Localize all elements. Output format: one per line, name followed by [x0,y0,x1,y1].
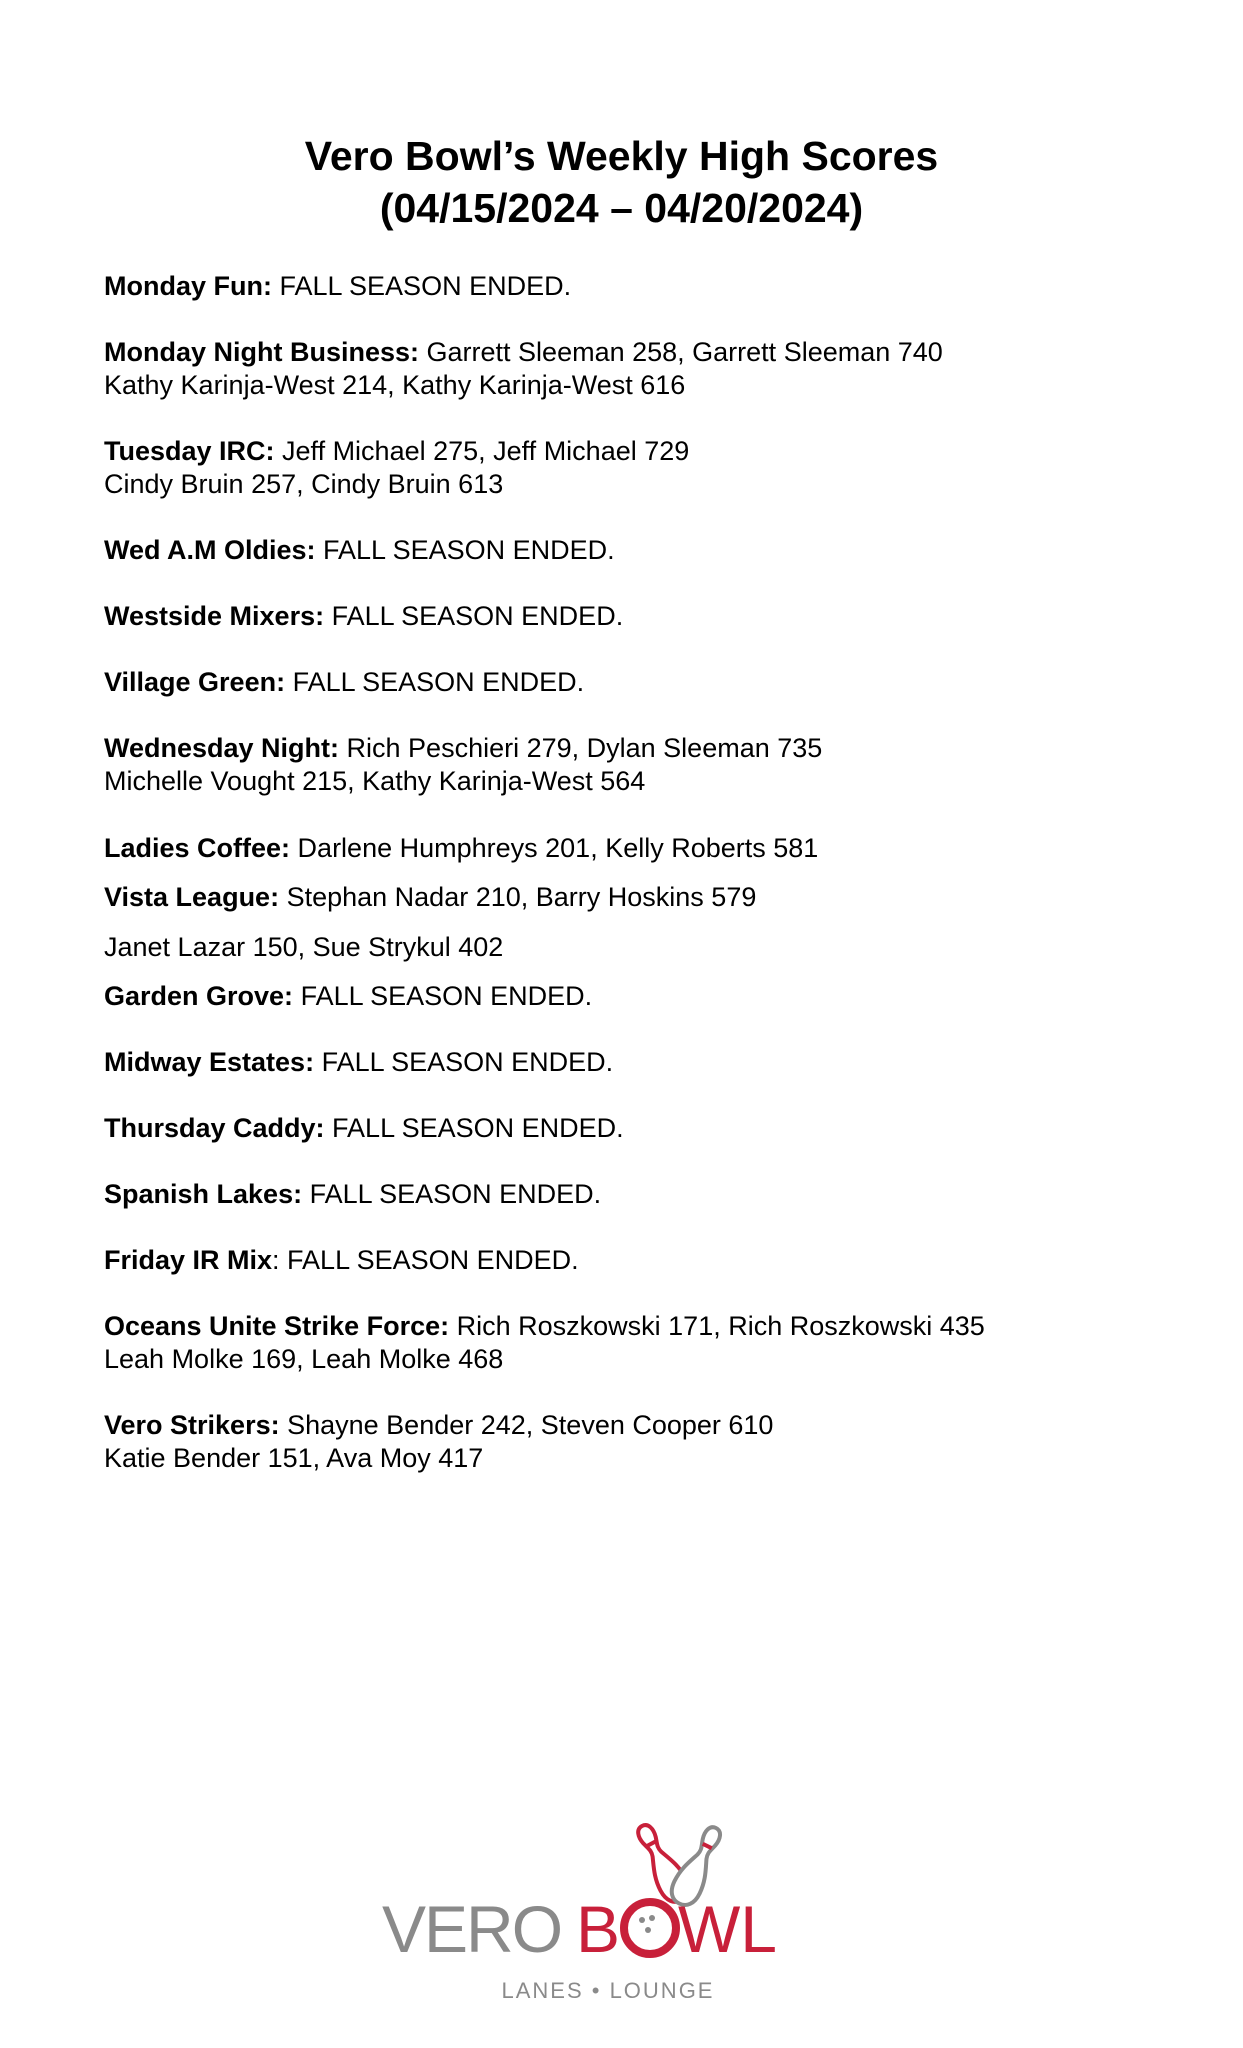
league-scores: Garrett Sleeman 258, Garrett Sleeman 740 [419,337,943,367]
league-label: Vista League: [104,882,280,912]
league-label: Thursday Caddy: [104,1113,325,1143]
league-label: Garden Grove: [104,981,294,1011]
league-entry-tuesday-irc [104,435,1204,501]
league-label: Ladies Coffee: [104,833,291,863]
league-scores: FALL SEASON ENDED. [293,981,593,1011]
vero-bowl-logo [380,1820,840,2010]
league-entry-oceans-unite-strike-force [104,1310,1204,1376]
league-entry-westside-mixers [104,600,1204,633]
league-scores: FALL SEASON ENDED. [324,1113,624,1143]
league-entry-midway-estates [104,1046,1204,1079]
title-line-1: Vero Bowl’s Weekly High Scores [304,133,939,179]
league-entry-wednesday-night [104,732,1204,798]
league-scores: Stephan Nadar 210, Barry Hoskins 579 [279,882,757,912]
league-entry-thursday-caddy [104,1112,1204,1145]
league-entry-spanish-lakes [104,1178,1204,1211]
league-label: Tuesday IRC: [104,436,275,466]
league-label: Wed A.M Oldies: [104,535,316,565]
title-line-2: (04/15/2024 – 04/20/2024) [379,185,864,231]
league-scores: Rich Peschieri 279, Dylan Sleeman 735 [339,733,823,763]
league-scores: : FALL SEASON ENDED. [272,1245,579,1275]
league-entry-monday-night-business [104,336,1204,402]
league-scores: Jeff Michael 275, Jeff Michael 729 [274,436,690,466]
league-scores: FALL SEASON ENDED. [315,535,615,565]
league-entry-vista-league-women [104,931,1204,964]
league-label: Village Green: [104,667,286,697]
logo-word-vero: VERO [382,1892,562,1966]
league-entry-ladies-coffee [104,832,1204,865]
league-scores-line-2: Kathy Karinja-West 214, Kathy Karinja-West 616 [104,370,686,400]
league-entry-village-green [104,666,1204,699]
league-scores: FALL SEASON ENDED. [324,601,624,631]
league-scores: Janet Lazar 150, Sue Strykul 402 [104,932,504,962]
league-label: Friday IR Mix [104,1245,273,1275]
page-title [0,130,1243,234]
logo-tagline: LANES • LOUNGE [501,1978,715,2003]
league-scores: FALL SEASON ENDED. [314,1047,614,1077]
league-label: Spanish Lakes: [104,1179,303,1209]
league-label: Monday Night Business: [104,337,420,367]
league-entry-vista-league [104,881,1204,914]
league-scores-line-2: Katie Bender 151, Ava Moy 417 [104,1443,484,1473]
league-scores-line-2: Leah Molke 169, Leah Molke 468 [104,1344,504,1374]
league-label: Wednesday Night: [104,733,340,763]
league-entry-wed-am-oldies [104,534,1204,567]
league-scores: Shayne Bender 242, Steven Cooper 610 [279,1410,774,1440]
league-scores: FALL SEASON ENDED. [271,271,572,301]
league-entry-monday-fun [104,270,1204,303]
league-label: Oceans Unite Strike Force: [104,1311,450,1341]
league-label: Monday Fun: [104,271,272,301]
logo-letter-b: B [576,1892,621,1966]
league-scores: FALL SEASON ENDED. [285,667,585,697]
league-scores: Rich Roszkowski 171, Rich Roszkowski 435 [449,1311,985,1341]
league-entry-friday-ir-mix [104,1244,1204,1277]
league-scores-line-2: Cindy Bruin 257, Cindy Bruin 613 [104,469,504,499]
league-scores: FALL SEASON ENDED. [302,1179,602,1209]
league-label: Vero Strikers: [104,1410,280,1440]
league-entry-garden-grove [104,980,1204,1013]
league-label: Westside Mixers: [104,601,325,631]
league-entry-vero-strikers [104,1409,1204,1475]
league-scores-line-2: Michelle Vought 215, Kathy Karinja-West 564 [104,766,646,796]
vero-bowl-logo-graphic [380,1820,840,2010]
league-label: Midway Estates: [104,1047,315,1077]
logo-letters-wl: WL [678,1892,777,1966]
league-scores: Darlene Humphreys 201, Kelly Roberts 581 [290,833,819,863]
bowling-ball-icon [624,1902,676,1954]
